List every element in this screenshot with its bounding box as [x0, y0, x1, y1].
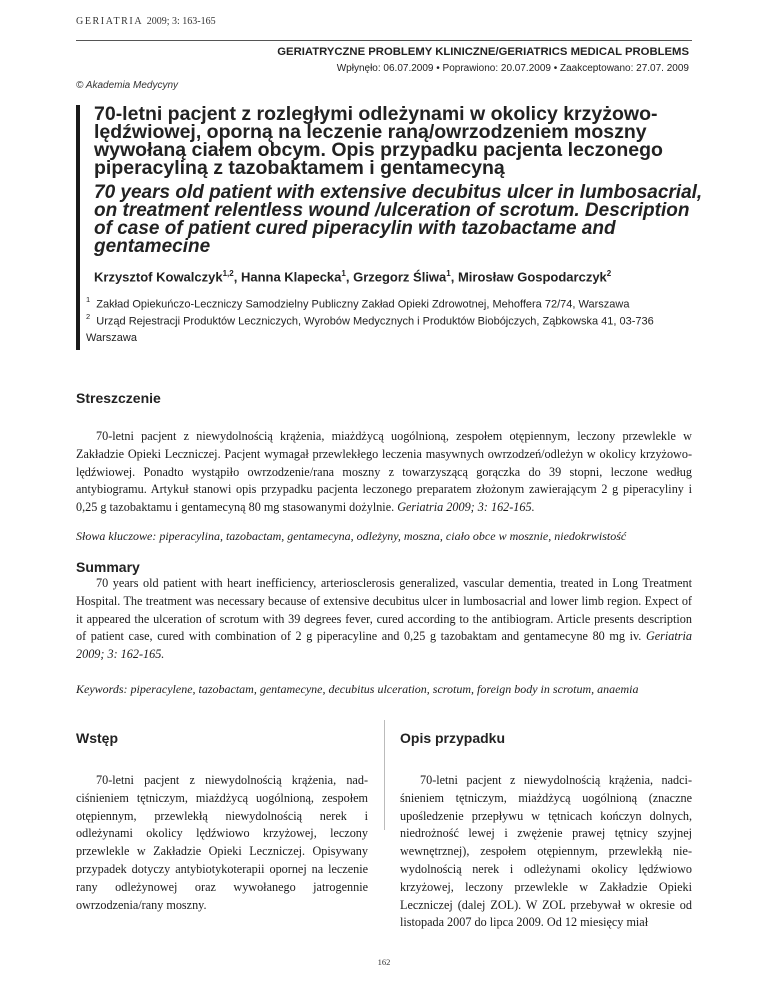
author-name: Hanna Klapecka — [240, 269, 342, 285]
case-report-heading: Opis przypadku — [400, 730, 506, 746]
case-report-body: 70-letni pacjent z niewydolnością krążenia, nadciśnieniem tętniczym, miażdżycą uogólnioną (znaczne upośledzenie przepływu w tętnicach kończyn dolnych, niedrożność lewej i zwężenie prawej tętnicy szyjnej wewnętrznej), zespołem otępiennym, przewlekłą niewydolnością nerek i odleżynami okolicy lędźwiowo krzyżowej, leczony przewlekle w Zakładzie Opieki Leczniczej (dalej ZOL). W ZOL przebywał w okresie od listopada 2007 do lipca 2009. Od 12 miesięcy miał — [400, 773, 692, 930]
summary-body — [76, 575, 692, 664]
publisher-copyright: © Akademia Medycyny — [76, 80, 179, 91]
abstract-pl-body — [76, 428, 692, 517]
summary-citation: Geriatria 2009; 3: 162-165. — [76, 629, 692, 662]
introduction-heading: Wstęp — [76, 730, 118, 746]
summary-text: 70 years old patient with heart inefficiency, arteriosclerosis generalized, vascular dementia, treated in Long Treatment Hospital. The treatment was necessary because of extensive decubitus ulcer in lumbosacrial and lower limb region. Expect of it appeared the ulceration of scrotum with 39 degrees fever, cured according to the antibiogram. Article presents description of patient case, cured with combination of 2 g piperacyline and 0,25 g tazobaktam and gentamecyne 80 mg iv. — [76, 576, 692, 644]
page-number: 162 — [377, 957, 391, 967]
author-name: Mirosław Gospodarczyk — [457, 269, 607, 285]
affiliation-number: 1 — [86, 295, 91, 304]
author-affiliation-mark: 1 — [341, 269, 346, 278]
journal-name: GERIATRIA — [76, 16, 143, 27]
journal-citation: 2009; 3: 163-165 — [146, 16, 216, 27]
abstract-pl-text: 70-letni pacjent z niewydolnością krążenia, miażdżycą uogólnioną, zespołem otępiennym, leczony przewlekle w Zakładzie Opieki Leczniczej. Pacjent wymagał przewlekłego leczenia masywnych owrzodzeń/odleżyn w okolicy krzyżowo-lędźwiowej. Ponadto wystąpiło owrzodzenie/rana moszny z towarzyszącą gorączka do 39 stopni, leczone według antybiogramu. Artykuł stanowi opis przypadku pacjenta leczonego preparatem złożonym zawierającym 2 g piperacyliny i 0,25 g tazobaktamu i gentamecyną 80 mg stasowanymi dożylnie. — [76, 429, 692, 515]
author-affiliation-mark: 1 — [446, 269, 451, 278]
column-divider — [384, 720, 385, 830]
keywords-en: Keywords: piperacylene, tazobactam, gentamecyne, decubitus ulceration, scrotum, foreign body in scrotum, anaemia — [76, 682, 639, 696]
affiliation-text: Zakład Opiekuńczo-Leczniczy Samodzielny Publiczny Zakład Opieki Zdrowotnej, Mehoffera 72/74, Warszawa — [96, 298, 630, 311]
abstract-pl-citation: Geriatria 2009; 3: 162-165. — [397, 500, 535, 515]
title-english: 70 years old patient with extensive decubitus ulcer in lumbosacrial, on treatment relentless wound /ulceration of scrotum. Description of case of patient cured piperacylin with tazobactame and gentamecine — [94, 182, 703, 257]
author-affiliation-mark: 2 — [606, 269, 612, 278]
header-rule — [76, 40, 692, 41]
author-affiliation-mark: 1,2 — [222, 269, 234, 278]
introduction-body: 70-letni pacjent z niewydolnością krążenia, nadciśnieniem tętniczym, miażdżycą uogólnioną, zespołem otępiennym, przewlekłą niewydolnością nerek i odleżynami okolicy lędźwiowo krzyżowej, leczony przewlekle w Zakładzie Opieki Leczniczej. Opisywany przypadek dotyczy antybiotykoterapii opornej na leczenie rany odleżynowej oraz wywołanego jatrogennie owrzodzenia/rany moszny. — [76, 773, 368, 912]
submission-dates: Wpłynęło: 06.07.2009 • Poprawiono: 20.07.2009 • Zaakceptowano: 27.07. 2009 — [336, 63, 689, 74]
summary-heading: Summary — [76, 559, 140, 575]
affiliation-2 — [86, 310, 686, 346]
affiliation-number: 2 — [86, 312, 91, 321]
abstract-pl-heading: Streszczenie — [76, 390, 161, 406]
keywords-pl: Słowa kluczowe: piperacylina, tazobactam, gentamecyna, odleżyny, moszna, ciało obce w mosznie, niedokrwistość — [76, 529, 627, 543]
author-name: Grzegorz Śliwa — [353, 269, 447, 285]
author-list: Krzysztof Kowalczyk$^{1,2}$, Hanna Klapecka$^1$, Grzegorz Śliwa$^1$, Mirosław Gospodarczyk$^2$ — [94, 269, 612, 285]
affiliation-text: Urząd Rejestracji Produktów Leczniczych, Wyrobów Medycznych i Produktów Biobójczych, Ząbkowska 41, 03-736 Warszawa — [86, 315, 654, 344]
author-name: Krzysztof Kowalczyk — [94, 269, 223, 285]
title-polish: 70-letni pacjent z rozległymi odleżynami w okolicy krzyżowo-lędźwiowej, oporną na leczenie raną/owrzodzeniem moszny wywołaną ciałem obcym. Opis przypadku pacjenta leczonego piperacyliną z tazobaktamem i gentamecyną — [94, 103, 663, 179]
section-heading: GERIATRYCZNE PROBLEMY KLINICZNE/GERIATRICS MEDICAL PROBLEMS — [277, 46, 689, 58]
running-head — [76, 16, 216, 27]
title-block — [76, 103, 703, 350]
